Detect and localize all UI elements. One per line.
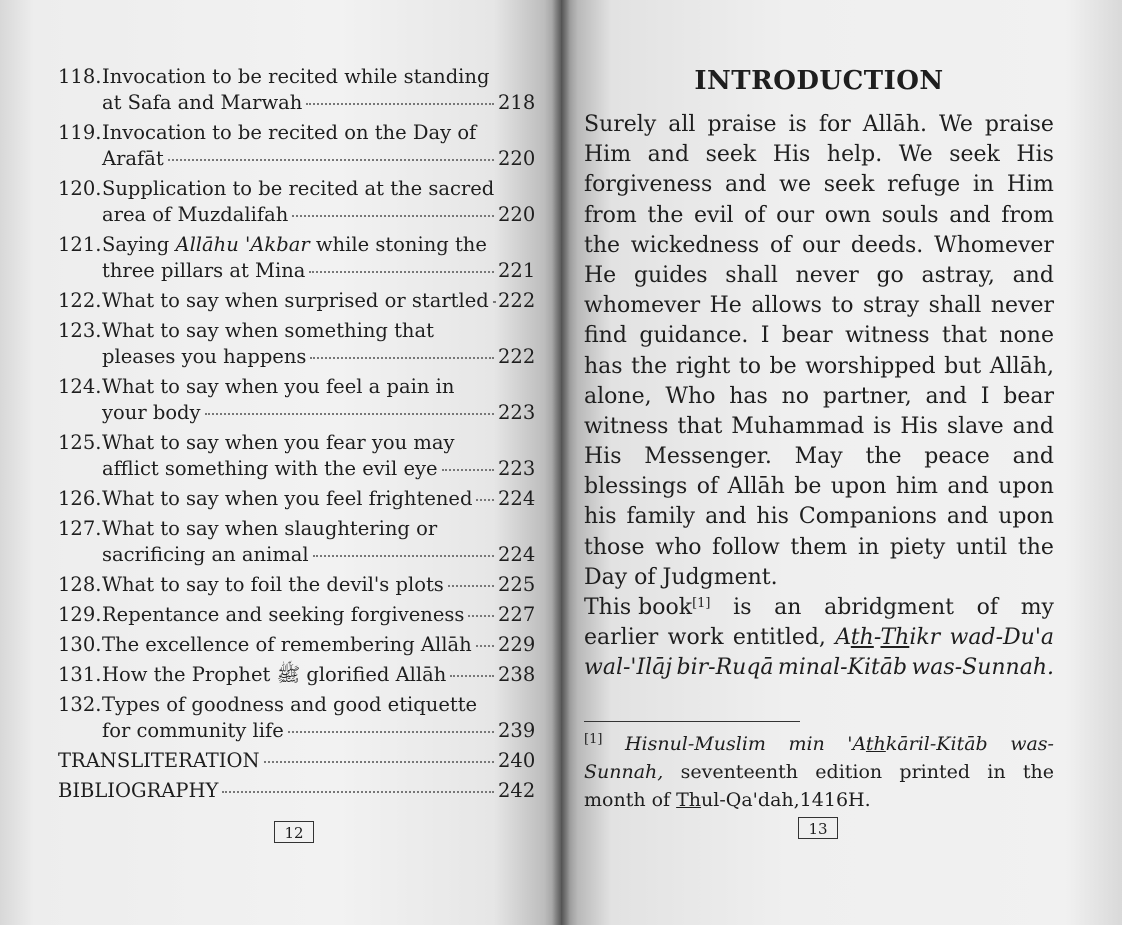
body-word: upon: [998, 504, 1054, 530]
toc-title: pleases you happens: [102, 345, 307, 368]
body-word: peace: [924, 444, 990, 470]
body-word: in: [972, 172, 995, 198]
toc-page-number: 218: [498, 91, 536, 114]
body-word: upon: [998, 474, 1054, 500]
toc-leader-dots: [476, 644, 494, 647]
body-word: the: [1017, 534, 1054, 560]
toc-leader-dots: [476, 498, 494, 501]
toc-title: Repentance and seeking forgiveness: [102, 603, 465, 626]
body-word: from: [584, 202, 637, 228]
footnote-word: printed: [899, 761, 971, 783]
toc-leader-dots: [448, 584, 494, 587]
body-word: He: [584, 262, 617, 288]
body-word: him: [895, 474, 938, 500]
toc-page-number: 220: [498, 147, 536, 170]
body-word: Messenger.: [644, 444, 772, 470]
footnote-marker: [1]: [692, 596, 711, 611]
body-word: seek: [823, 172, 875, 198]
toc-line: [58, 692, 534, 718]
toc-entry: [58, 662, 534, 688]
body-word: own: [824, 202, 871, 228]
body-word: his: [756, 504, 789, 530]
body-word: entitled,: [732, 625, 826, 651]
body-word: witness: [845, 323, 930, 349]
body-word: is: [873, 413, 892, 439]
toc-title: area of Muzdalifah: [102, 203, 289, 226]
book-title-word: wal-'Ilāj: [584, 655, 673, 681]
body-word: no: [781, 383, 810, 409]
footnote-word: min: [788, 733, 825, 755]
body-line: [584, 533, 1054, 563]
body-word: and: [949, 202, 991, 228]
body-word: May: [794, 444, 843, 470]
body-word: evil: [694, 202, 734, 228]
body-word: that: [677, 413, 723, 439]
toc-line: [58, 318, 534, 344]
toc-entry: [58, 748, 534, 774]
body-word: allows: [751, 293, 822, 319]
body-word: of: [744, 202, 766, 228]
body-word: is: [788, 112, 807, 137]
body-line: [584, 382, 1054, 412]
footnote-word: 'Athkāril-Kitāb: [847, 733, 988, 755]
toc-line: [58, 748, 534, 774]
body-word: bear: [1003, 383, 1054, 409]
body-word: family: [626, 504, 696, 530]
body-word: an: [774, 595, 802, 620]
body-line: [584, 140, 1054, 170]
body-word: refuge: [887, 172, 961, 198]
toc-title: Supplication to be recited at the sacred: [102, 177, 495, 200]
body-word: my: [1020, 595, 1054, 620]
body-line: [584, 231, 1054, 261]
body-word: to: [738, 353, 761, 379]
toc-title: sacrificing an animal: [102, 543, 309, 566]
body-word: alone,: [584, 383, 652, 409]
toc-leader-dots: [264, 760, 494, 763]
toc-page-number: 223: [498, 457, 536, 480]
toc-entry: [58, 374, 534, 426]
body-word: earlier: [584, 625, 659, 651]
toc-page-number: 225: [498, 573, 536, 596]
body-word: we: [779, 172, 811, 198]
body-word: our: [776, 202, 815, 228]
toc-page-number: 223: [498, 401, 536, 424]
footnote-word: Hisnul-Muslim: [624, 733, 766, 755]
toc-title: What to say when something that: [102, 319, 434, 342]
toc-title: The excellence of remembering Allāh: [102, 633, 472, 656]
book-title-underline: Th: [880, 625, 910, 651]
body-word: whomever: [584, 293, 701, 319]
body-word: abridgment: [824, 595, 954, 620]
toc-line: [58, 90, 534, 116]
toc-title: What to say when surprised or startled: [102, 289, 489, 312]
body-word: and: [725, 172, 767, 198]
toc-entry: [58, 430, 534, 482]
body-word: Surely: [584, 112, 657, 137]
toc-page-number: 240: [498, 749, 536, 772]
body-word: praise: [984, 112, 1054, 137]
body-word: shall: [725, 262, 778, 288]
toc-line: [58, 64, 534, 90]
body-line: [584, 201, 1054, 231]
toc-number: 119.: [58, 121, 102, 144]
toc-number: 120.: [58, 177, 102, 200]
toc-line: [58, 516, 534, 542]
body-words: Day of Judgment.: [584, 564, 778, 590]
toc-page-number: 220: [498, 203, 536, 226]
body-line: [584, 170, 1054, 200]
toc-line: [58, 288, 534, 314]
body-line: [584, 653, 1054, 683]
toc-line: [58, 778, 534, 804]
page-title: INTRODUCTION: [694, 66, 944, 96]
body-word: who: [655, 534, 702, 560]
footnote-word: in: [987, 761, 1006, 783]
toc-page-number: 238: [498, 663, 536, 686]
toc-line: [58, 718, 534, 744]
introduction-body: [584, 110, 1054, 684]
body-word: His: [772, 142, 811, 168]
footnote-line: [584, 758, 1054, 786]
toc-entry: [58, 516, 534, 568]
toc-title: Types of goodness and good etiquette: [102, 693, 478, 716]
body-word: of: [769, 232, 792, 258]
body-word: astray,: [921, 262, 995, 288]
body-word: and: [1012, 444, 1054, 470]
toc-title: BIBLIOGRAPHY: [58, 779, 219, 802]
toc-number: 124.: [58, 375, 102, 398]
toc-number: 127.: [58, 517, 102, 540]
body-line: [584, 623, 1054, 653]
body-word: Allāh.: [862, 112, 927, 137]
toc-entry: [58, 486, 534, 512]
body-word: deeds.: [850, 232, 924, 258]
body-word: piety: [889, 534, 946, 560]
body-word: be: [769, 353, 797, 379]
toc-line: [58, 258, 534, 284]
body-line: [584, 291, 1054, 321]
toc-line: [58, 662, 534, 688]
toc-leader-dots: [493, 300, 494, 303]
body-word: has: [584, 353, 623, 379]
body-word: all: [668, 112, 696, 137]
toc-number: 130.: [58, 633, 102, 656]
toc-title: Invocation to be recited on the Day of: [102, 121, 477, 144]
toc-line: [58, 456, 534, 482]
toc-leader-dots: [450, 674, 494, 677]
book-title-word: was-Sunnah.: [911, 655, 1054, 681]
body-word: and: [1012, 262, 1054, 288]
toc-leader-dots: [168, 158, 494, 161]
body-word: be: [794, 474, 822, 500]
toc-leader-dots: [442, 468, 494, 471]
body-line: [584, 412, 1054, 442]
footnote-divider: [584, 721, 800, 722]
footnote-word: seventeenth: [680, 761, 799, 783]
toc-number: 129.: [58, 603, 102, 626]
toc-title: What to say when you feel frightened: [102, 487, 473, 510]
body-word: the: [865, 444, 902, 470]
body-word: the: [647, 202, 684, 228]
body-word: Him: [1006, 172, 1054, 198]
toc-line: [58, 542, 534, 568]
toc-title: Arafāt: [102, 147, 164, 170]
body-line: [584, 352, 1054, 382]
body-word: wickedness: [630, 232, 760, 258]
toc-number: 123.: [58, 319, 102, 342]
body-word: This book[1]: [584, 595, 711, 620]
toc-number: 121.: [58, 233, 102, 256]
footnote-underline: th: [865, 733, 886, 755]
body-word: our: [802, 232, 841, 258]
body-word: and: [946, 504, 989, 530]
toc-leader-dots: [468, 614, 494, 617]
body-word: the: [631, 353, 668, 379]
body-word: seek: [705, 142, 757, 168]
toc-title: TRANSLITERATION: [58, 749, 260, 772]
toc-page-number: 224: [498, 487, 536, 510]
body-line: [584, 110, 1054, 140]
body-word: Allāh: [727, 474, 785, 500]
book-gutter: [552, 0, 570, 925]
body-word: has: [729, 383, 768, 409]
toc-entry: [58, 318, 534, 370]
toc-title: Saying Allāhu 'Akbar while stoning the: [102, 233, 487, 256]
body-word: and: [925, 383, 967, 409]
book-title-underline: th: [850, 625, 874, 651]
body-word: is: [733, 595, 752, 620]
footnote-underline: Th: [676, 789, 702, 811]
footnote-marker: [584, 730, 602, 758]
body-word: and: [947, 474, 989, 500]
body-word: for: [818, 112, 851, 137]
toc-entry: [58, 572, 534, 598]
toc-entry: [58, 120, 534, 172]
toc-number: 118.: [58, 65, 102, 88]
body-word: from: [1001, 202, 1054, 228]
page-number-right: 13: [798, 817, 838, 839]
body-word: forgiveness: [584, 172, 713, 198]
toc-title: How the Prophet ﷺ glorified Allāh: [102, 663, 447, 686]
body-word: seek: [949, 142, 1000, 168]
toc-page-number: 242: [498, 779, 536, 802]
body-word: guides: [633, 262, 708, 288]
body-word: that: [941, 323, 987, 349]
body-word: Muhammad: [731, 413, 865, 439]
book-title-word: wad-Du'a: [949, 625, 1054, 651]
body-word: Him: [584, 142, 632, 168]
body-word: until: [955, 534, 1008, 560]
body-word: and: [647, 142, 690, 168]
table-of-contents: [58, 64, 534, 808]
toc-leader-dots: [205, 412, 494, 415]
footnote-word: was-: [1010, 733, 1054, 755]
body-word: find: [584, 323, 627, 349]
body-word: Whomever: [934, 232, 1054, 258]
body-word: slave: [946, 413, 1004, 439]
toc-page-number: 224: [498, 543, 536, 566]
body-word: Allāh,: [989, 353, 1054, 379]
body-line: [584, 502, 1054, 532]
footnote-line: [584, 730, 1054, 758]
toc-page-number: 222: [498, 289, 536, 312]
toc-title-italic: Allāhu 'Akbar: [175, 233, 310, 256]
body-word: and: [1012, 413, 1054, 439]
body-word: and: [705, 504, 747, 530]
body-word: bear: [781, 323, 833, 349]
body-word: witness: [584, 413, 669, 439]
body-word: his: [584, 504, 617, 530]
toc-line: [58, 232, 534, 258]
body-word: worshipped: [805, 353, 936, 379]
toc-leader-dots: [310, 356, 494, 359]
body-word: He: [709, 293, 742, 319]
toc-line: [58, 176, 534, 202]
body-word: souls: [881, 202, 939, 228]
body-word: We: [898, 142, 933, 168]
toc-title: for community life: [102, 719, 284, 742]
body-word: We: [939, 112, 973, 137]
body-line: [584, 321, 1054, 351]
toc-page-number: 229: [498, 633, 536, 656]
body-word: shall: [928, 293, 982, 319]
footnote-word: Sunnah,: [584, 761, 664, 783]
toc-line: [58, 344, 534, 370]
book-title-word: bir-Ruqā: [676, 655, 774, 681]
toc-entry: [58, 602, 534, 628]
toc-number: 126.: [58, 487, 102, 510]
toc-line: [58, 374, 534, 400]
toc-title: What to say when you feel a pain in: [102, 375, 455, 398]
footnote-line: [584, 786, 1054, 814]
footnote-number: [1]: [584, 732, 603, 747]
toc-line: [58, 632, 534, 658]
body-word: right: [675, 353, 731, 379]
body-word: of: [696, 474, 719, 500]
body-word: follow: [712, 534, 780, 560]
body-word: to: [831, 293, 854, 319]
body-word: Companions: [798, 504, 937, 530]
toc-page-number: 227: [498, 603, 536, 626]
body-word: Who: [665, 383, 716, 409]
body-word: upon: [830, 474, 887, 500]
book-title: Ath-Thikr: [835, 625, 941, 651]
toc-entry: [58, 288, 534, 314]
footnote-word: the: [1022, 761, 1054, 783]
body-word: partner,: [822, 383, 912, 409]
book-title-word: minal-Kitāb: [777, 655, 908, 681]
toc-leader-dots: [222, 790, 494, 793]
toc-number: 125.: [58, 431, 102, 454]
toc-line: [58, 430, 534, 456]
toc-line: [58, 486, 534, 512]
toc-page-number: 239: [498, 719, 536, 742]
toc-number: 132.: [58, 693, 102, 716]
footnote-word: edition: [815, 761, 883, 783]
toc-leader-dots: [306, 102, 494, 105]
toc-title: three pillars at Mina: [102, 259, 306, 282]
body-word: blessings: [584, 474, 688, 500]
body-word: those: [584, 534, 645, 560]
toc-entry: [58, 176, 534, 228]
body-line: [584, 261, 1054, 291]
toc-leader-dots: [292, 214, 494, 217]
toc-line: [58, 400, 534, 426]
toc-title: your body: [102, 401, 201, 424]
toc-title: at Safa and Marwah: [102, 91, 303, 114]
body-word: never: [795, 262, 859, 288]
body-line: [584, 442, 1054, 472]
body-word: the: [584, 232, 621, 258]
body-word: I: [760, 323, 770, 349]
toc-title: afflict something with the evil eye: [102, 457, 438, 480]
body-word: His: [900, 413, 938, 439]
toc-title: Invocation to be recited while standing: [102, 65, 490, 88]
toc-entry: [58, 64, 534, 116]
body-word: never: [990, 293, 1054, 319]
body-word: help.: [826, 142, 883, 168]
body-line: [584, 563, 1054, 593]
toc-leader-dots: [313, 554, 494, 557]
body-word: stray: [862, 293, 920, 319]
toc-number: 128.: [58, 573, 102, 596]
toc-entry: [58, 632, 534, 658]
toc-title: What to say when you fear you may: [102, 431, 455, 454]
footnote: [584, 730, 1054, 814]
body-word: praise: [707, 112, 777, 137]
toc-title: What to say when slaughtering or: [102, 517, 438, 540]
toc-number: 122.: [58, 289, 102, 312]
toc-line: [58, 146, 534, 172]
toc-line: [58, 202, 534, 228]
body-line: [584, 472, 1054, 502]
footnote-words: month of Thul-Qa'dah,1416H.: [584, 789, 871, 811]
body-word: His: [1016, 142, 1054, 168]
body-word: them: [790, 534, 848, 560]
toc-leader-dots: [309, 270, 494, 273]
toc-title: What to say to foil the devil's plots: [102, 573, 444, 596]
toc-number: 131.: [58, 663, 102, 686]
toc-line: [58, 602, 534, 628]
page-number-left: 12: [274, 821, 314, 843]
toc-entry: [58, 692, 534, 744]
body-word: guidance.: [639, 323, 749, 349]
body-word: His: [584, 444, 622, 470]
toc-page-number: 222: [498, 345, 536, 368]
body-line: [584, 593, 1054, 623]
body-word: work: [667, 625, 724, 651]
body-word: go: [876, 262, 904, 288]
toc-entry: [58, 232, 534, 284]
body-word: of: [976, 595, 999, 620]
toc-entry: [58, 778, 534, 804]
body-word: I: [980, 383, 990, 409]
body-word: but: [944, 353, 982, 379]
toc-line: [58, 572, 534, 598]
toc-page-number: 221: [498, 259, 536, 282]
body-word: none: [999, 323, 1054, 349]
toc-leader-dots: [288, 730, 494, 733]
toc-line: [58, 120, 534, 146]
body-word: in: [857, 534, 880, 560]
